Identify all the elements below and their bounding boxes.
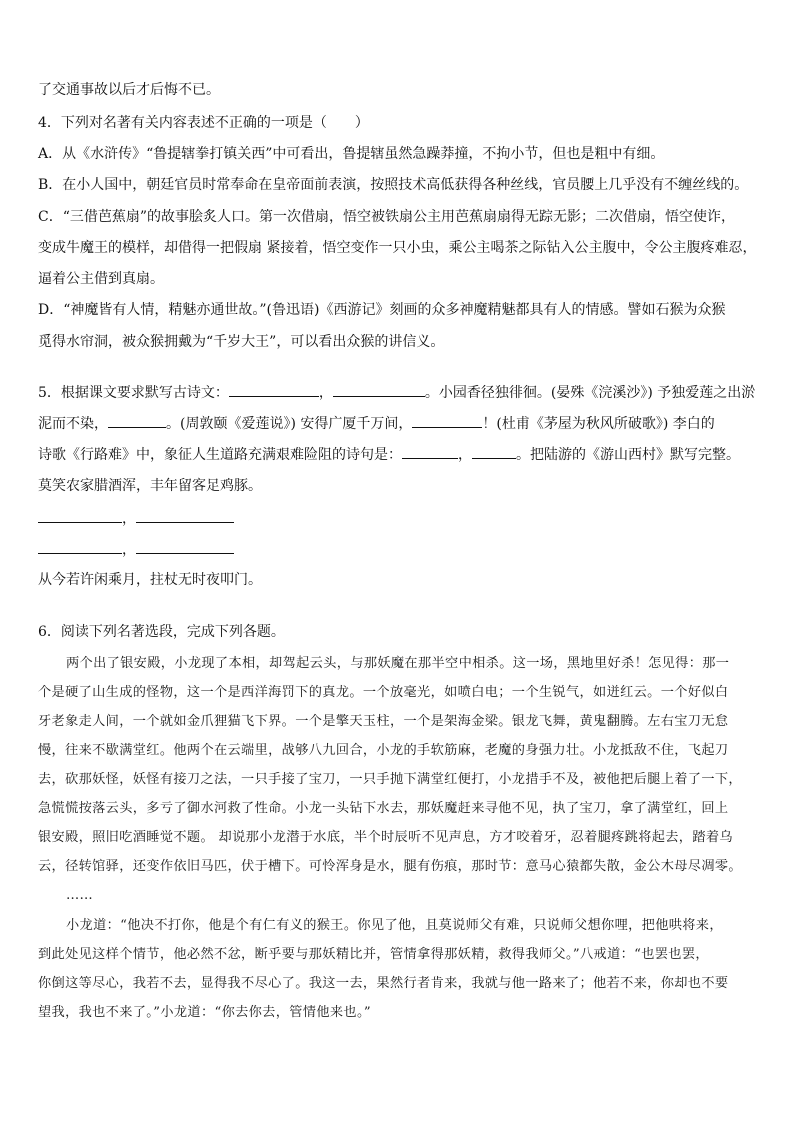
q6-passage1-line: 牙老象走人间，一个就如金爪狸猫飞下界。一个是擎天玉柱，一个是架海金梁。银龙飞舞，黄鬼翻腾。左右宝刀无怠 [38, 714, 729, 729]
q5-line2: 泥而不染， 。(周敦颐《爱莲说》) 安得广厦千万间， ！(杜甫《茅屋为秋风所破歌》) 李白的 [38, 413, 715, 434]
q5-line3: 诗歌《行路难》中，象征人生道路充满艰难险阻的诗句是： ， 。把陆游的《游山西村》默写完整。 [38, 444, 740, 465]
q6-passage2-line: 到此处见这样个情节，他必然不忿，断乎要与那妖精比并，管情拿得那妖精，救得我师父。”八戒道：“也罢也罢， [38, 947, 709, 962]
q6-passage2-line: 望我，我也不来了。”小龙道：“你去你去，管情他来也。” [38, 1005, 371, 1020]
answer-blank[interactable] [136, 508, 234, 523]
q6-passage1-line: 急慌慌按落云头，多亏了御水河救了性命。小龙一头钻下水去，那妖魔赶来寻他不见，执了宝刀，拿了满堂红，回上 [38, 801, 729, 816]
q5-line1: 5．根据课文要求默写古诗文： ， 。小园香径独徘徊。(晏殊《浣溪沙》) 予独爱莲之出淤 [38, 382, 755, 403]
answer-blank[interactable] [333, 382, 425, 397]
q6-passage1-line: 银安殿，照旧吃酒睡觉不题。 却说那小龙潜于水底，半个时辰听不见声息，方才咬着牙，忍着腿疼跳将起去，踏着乌 [38, 830, 733, 845]
answer-blank[interactable] [472, 444, 516, 459]
q5-line4: 莫笑农家腊酒浑，丰年留客足鸡豚。 [38, 478, 262, 494]
answer-blank[interactable] [108, 413, 166, 428]
q6-passage1-line: 去，砍那妖怪，妖怪有接刀之法，一只手接了宝刀，一只手抛下满堂红便打，小龙措手不及，被他把后腿上着了一下， [38, 772, 742, 787]
intro-tail-text: 了交通事故以后才后悔不已。 [38, 82, 220, 98]
q4-stem: 4．下列对名著有关内容表述不正确的一项是（ ） [38, 115, 369, 131]
q4-option-d-line1: D．“神魔皆有人情，精魅亦通世故。”(鲁迅语)《西游记》刻画的众多神魔精魅都具有人的情感。譬如石猴为众猴 [38, 302, 726, 318]
q6-passage2-line: 小龙道：“他决不打你，他是个有仁有义的猴王。你见了他，且莫说师父有难，只说师父想你哩，把他哄将来， [66, 918, 723, 933]
q6-passage1-line: 两个出了银安殿，小龙现了本相，却驾起云头，与那妖魔在那半空中相杀。这一场，黑地里好杀！怎见得：那一 [66, 656, 730, 671]
answer-blank[interactable] [136, 539, 234, 554]
q5-line7: 从今若许闲乘月，拄杖无时夜叩门。 [38, 572, 262, 588]
q5-blank-line-1: ， [38, 508, 234, 529]
answer-blank[interactable] [412, 413, 482, 428]
q4-option-c-line3: 逼着公主借到真扇。 [38, 271, 164, 287]
q4-option-c-line1: C．“三借芭蕉扇”的故事脍炙人口。第一次借扇，悟空被铁扇公主用芭蕉扇扇得无踪无影；二次借扇，悟空使诈， [38, 209, 736, 225]
q5-blank-line-2: ， [38, 539, 234, 560]
answer-blank[interactable] [229, 382, 319, 397]
answer-blank[interactable] [38, 539, 122, 554]
q4-option-d-line2: 觅得水帘洞，被众猴拥戴为“千岁大王”，可以看出众猴的讲信义。 [38, 334, 445, 350]
q6-stem: 6．阅读下列名著选段，完成下列各题。 [38, 624, 285, 640]
q6-passage1-line: 云，径转馆驿，还变作依旧马匹，伏于槽下。可怜浑身是水，腿有伤痕，那时节：意马心猿都失散，金公木母尽凋零。 [38, 859, 742, 874]
q6-passage1-line: 个是硬了山生成的怪物，这一个是西洋海罚下的真龙。一个放毫光，如喷白电；一个生锐气，如迸红云。一个好似白 [38, 685, 729, 700]
answer-blank[interactable] [402, 444, 458, 459]
q6-passage2-line: 你倒这等尽心，我若不去，显得我不尽心了。我这一去，果然行者肯来，我就与他一路来了；他若不来，你却也不要 [38, 976, 729, 991]
q4-option-b: B．在小人国中，朝廷官员时常奉命在皇帝面前表演，按照技术高低获得各种丝线，官员腰上几乎没有不缠丝线的。 [38, 177, 749, 193]
q6-passage1-line: 慢，往来不歇满堂红。他两个在云端里，战够八九回合，小龙的手软筋麻，老魔的身强力壮。小龙抵敌不住，飞起刀 [38, 743, 729, 758]
q6-ellipsis: …… [66, 888, 94, 903]
answer-blank[interactable] [38, 508, 122, 523]
q4-option-c-line2: 变成牛魔王的模样，却借得一把假扇 紧接着，悟空变作一只小虫，乘公主喝茶之际钻入公主腹中，令公主腹疼难忍， [38, 240, 757, 256]
q4-option-a: A．从《水浒传》“鲁提辖拳打镇关西”中可看出，鲁提辖虽然急躁莽撞，不拘小节，但也是粗中有细。 [38, 146, 665, 162]
